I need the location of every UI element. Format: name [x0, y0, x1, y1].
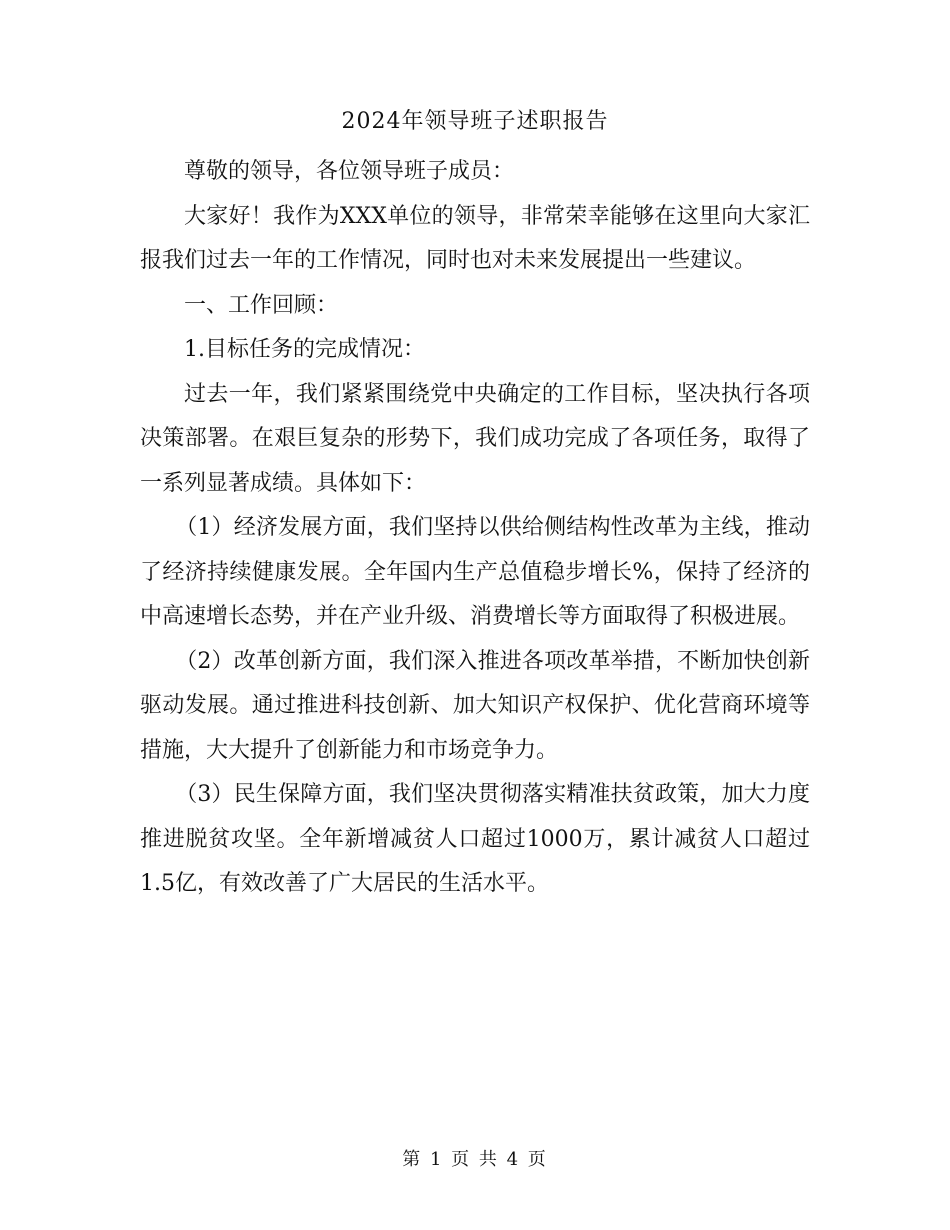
item-paragraph-reform: （2）改革创新方面，我们深入推进各项改革举措，不断加快创新驱动发展。通过推进科技创新、加大知识产权保护、优化营商环境等措施，大大提升了创新能力和市场竞争力。: [140, 648, 810, 763]
document-title: 2024年领导班子述职报告: [341, 109, 609, 134]
item-paragraph-livelihood: （3）民生保障方面，我们坚决贯彻落实精准扶贫政策，加大力度推进脱贫攻坚。全年新增减贫人口超过1000万，累计减贫人口超过1.5亿，有效改善了广大居民的生活水平。: [140, 782, 810, 896]
document-body: [140, 150, 810, 907]
section-heading: 一、工作回顾：: [184, 292, 339, 318]
greeting-paragraph: 大家好！我作为XXX单位的领导，非常荣幸能够在这里向大家汇报我们过去一年的工作情况，同时也对未来发展提出一些建议。: [140, 203, 810, 273]
subsection-heading: 1.目标任务的完成情况：: [184, 337, 425, 362]
salutation: 尊敬的领导，各位领导班子成员：: [184, 159, 515, 184]
overview-paragraph: 过去一年，我们紧紧围绕党中央确定的工作目标，坚决执行各项决策部署。在艰巨复杂的形势下，我们成功完成了各项任务，取得了一系列显著成绩。具体如下：: [140, 381, 810, 496]
item-paragraph-economy: （1）经济发展方面，我们坚持以供给侧结构性改革为主线，推动了经济持续健康发展。全年国内生产总值稳步增长%，保持了经济的中高速增长态势，并在产业升级、消费增长等方面取得了积极进展。: [140, 515, 810, 629]
page-footer: 第 1 页 共 4 页: [402, 1149, 548, 1170]
